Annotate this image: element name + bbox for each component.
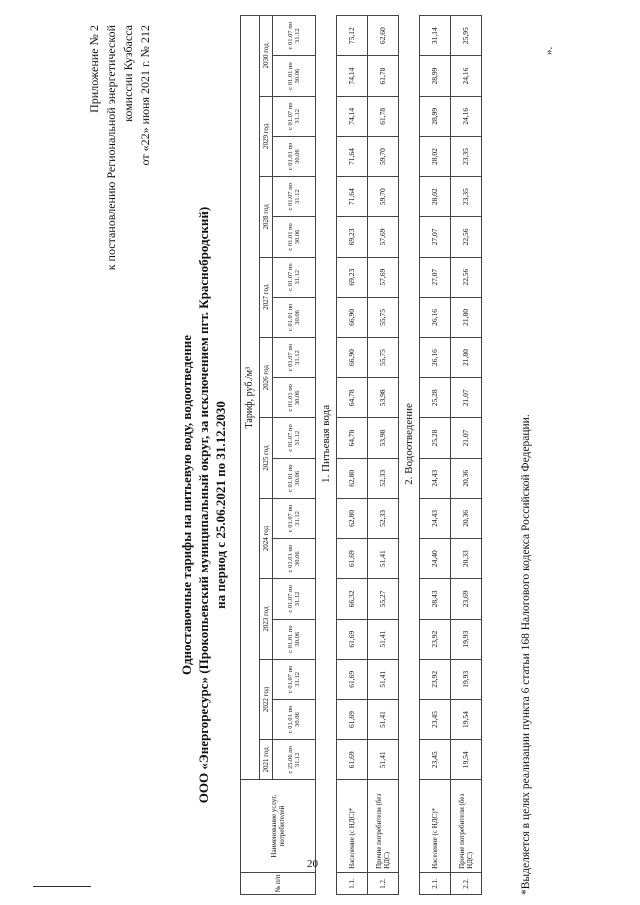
tariff-value: 26,16 [420, 337, 451, 377]
tariff-value: 19,93 [451, 659, 482, 699]
period-header: с 01.07 по 31.12 [273, 498, 316, 538]
period-header: с 01.01 по 30.06 [273, 699, 316, 739]
tariff-value: 23,92 [420, 619, 451, 659]
tariff-value: 27,07 [420, 217, 451, 257]
tariff-value: 62,80 [337, 458, 368, 498]
year-header: 2025 год [260, 418, 273, 498]
row-number: 2.2. [451, 872, 482, 894]
tariff-value: 61,78 [368, 56, 399, 96]
tariff-value: 57,69 [368, 257, 399, 297]
tariff-value: 66,32 [337, 579, 368, 619]
tariff-table [240, 15, 482, 895]
row-name: Прочие потребители (без НДС) [368, 780, 399, 873]
period-header: с 01.01 по 30.06 [273, 56, 316, 96]
tariff-value: 66,90 [337, 297, 368, 337]
title-line: на период с 25.06.2021 по 31.12.2030 [213, 401, 228, 609]
section-spacer [399, 872, 420, 894]
section-spacer [316, 872, 337, 894]
tariff-value: 20,36 [451, 498, 482, 538]
tariff-value: 61,69 [337, 539, 368, 579]
period-header: с 01.01 по 30.06 [273, 217, 316, 257]
tariff-value: 55,27 [368, 579, 399, 619]
tariff-value: 24,16 [451, 56, 482, 96]
period-header: с 01.07 по 31.12 [273, 659, 316, 699]
tariff-value: 24,16 [451, 96, 482, 136]
col-header-tariff: Тариф, руб./м³ [241, 16, 260, 780]
tariff-value: 25,95 [451, 16, 482, 56]
period-header: с 01.07 по 31.12 [273, 418, 316, 458]
tariff-value: 52,33 [368, 498, 399, 538]
tariff-value: 62,80 [337, 498, 368, 538]
section-title: 1. Питьевая вода [316, 16, 337, 873]
tariff-value: 20,36 [451, 458, 482, 498]
tariff-value: 69,23 [337, 217, 368, 257]
row-name: Население (с НДС)* [420, 780, 451, 873]
tariff-value: 61,78 [368, 96, 399, 136]
tariff-value: 25,28 [420, 378, 451, 418]
tariff-value: 64,78 [337, 418, 368, 458]
table-row [368, 16, 399, 895]
tariff-value: 21,80 [451, 337, 482, 377]
tariff-value: 51,41 [368, 659, 399, 699]
tariff-value: 21,80 [451, 297, 482, 337]
tariff-value: 64,78 [337, 378, 368, 418]
col-header-num: № п/п [241, 872, 316, 894]
tariff-value: 61,69 [337, 659, 368, 699]
tariff-value: 23,45 [420, 699, 451, 739]
year-header: 2023 год [260, 579, 273, 659]
tariff-value: 53,98 [368, 418, 399, 458]
tariff-value: 75,12 [337, 16, 368, 56]
tariff-value: 23,92 [420, 659, 451, 699]
tariff-value: 61,69 [337, 619, 368, 659]
tariff-value: 22,56 [451, 257, 482, 297]
period-header: с 01.01 по 30.06 [273, 458, 316, 498]
year-header: 2022 год [260, 659, 273, 739]
tariff-value: 24,43 [420, 498, 451, 538]
tariff-value: 19,54 [451, 699, 482, 739]
table-row [420, 16, 451, 895]
tariff-value: 28,02 [420, 136, 451, 176]
title-line: Одноставочные тарифы на питьевую воду, водоотведение [179, 335, 194, 675]
row-name: Население (с НДС)* [337, 780, 368, 873]
appendix-line: комиссии Кузбасса [121, 25, 135, 122]
tariff-value: 59,70 [368, 136, 399, 176]
tariff-value: 53,98 [368, 378, 399, 418]
year-header: 2029 год [260, 96, 273, 176]
tariff-value: 52,33 [368, 458, 399, 498]
period-header: с 01.07 по 31.12 [273, 96, 316, 136]
tariff-value: 61,69 [337, 740, 368, 780]
tariff-value: 62,60 [368, 16, 399, 56]
tariff-value: 55,75 [368, 297, 399, 337]
tariff-value: 27,07 [420, 257, 451, 297]
period-header: с 01.07 по 31.12 [273, 337, 316, 377]
appendix-line: к постановлению Региональной энергетической [104, 25, 118, 271]
row-name: Прочие потребители (без НДС) [451, 780, 482, 873]
period-header: с 25.06 по 31.12 [273, 740, 316, 780]
tariff-value: 24,40 [420, 539, 451, 579]
closing-mark: ». [543, 46, 555, 55]
tariff-value: 59,70 [368, 177, 399, 217]
period-header: с 01.01 по 30.06 [273, 539, 316, 579]
tariff-value: 23,69 [451, 579, 482, 619]
tariff-value: 25,28 [420, 418, 451, 458]
period-header: с 01.07 по 31.12 [273, 579, 316, 619]
tariff-value: 23,35 [451, 177, 482, 217]
tariff-value: 55,75 [368, 337, 399, 377]
tariff-value: 23,35 [451, 136, 482, 176]
tariff-value: 28,99 [420, 56, 451, 96]
tariff-value: 69,23 [337, 257, 368, 297]
tariff-value: 61,69 [337, 699, 368, 739]
section-title: 2. Водоотведение [399, 16, 420, 873]
tariff-value: 19,93 [451, 619, 482, 659]
period-header: с 01.01 по 30.06 [273, 136, 316, 176]
tariff-value: 23,45 [420, 740, 451, 780]
table-row [451, 16, 482, 895]
tariff-value: 21,07 [451, 418, 482, 458]
period-header: с 01.01 по 30.06 [273, 619, 316, 659]
appendix-block [86, 25, 154, 285]
tariff-value: 20,33 [451, 539, 482, 579]
document-title [178, 185, 229, 825]
tariff-value: 22,56 [451, 217, 482, 257]
year-header: 2027 год [260, 257, 273, 337]
tariff-value: 24,43 [420, 458, 451, 498]
tariff-value: 28,99 [420, 96, 451, 136]
period-header: с 01.07 по 31.12 [273, 177, 316, 217]
appendix-line: от «22» июня 2021 г. № 212 [138, 25, 152, 166]
period-header: с 01.07 по 31.12 [273, 16, 316, 56]
row-number: 1.1. [337, 872, 368, 894]
tariff-value: 51,41 [368, 699, 399, 739]
year-header: 2030 год [260, 16, 273, 97]
tariff-value: 19,54 [451, 740, 482, 780]
year-header: 2028 год [260, 177, 273, 257]
period-header: с 01.01 по 30.06 [273, 378, 316, 418]
tariff-value: 21,07 [451, 378, 482, 418]
tariff-value: 26,16 [420, 297, 451, 337]
tariff-value: 66,90 [337, 337, 368, 377]
year-header: 2021 год [260, 740, 273, 780]
row-number: 2.1. [420, 872, 451, 894]
table-row [337, 16, 368, 895]
tariff-value: 71,64 [337, 136, 368, 176]
tariff-value: 28,02 [420, 177, 451, 217]
footnote: *Выделяется в целях реализации пункта 6 статьи 168 Налогового кодекса Российской Федерации. [520, 414, 532, 895]
tariff-value: 28,43 [420, 579, 451, 619]
year-header: 2026 год [260, 337, 273, 417]
tariff-value: 51,41 [368, 740, 399, 780]
tariff-value: 74,14 [337, 96, 368, 136]
tariff-value: 57,69 [368, 217, 399, 257]
tariff-value: 51,41 [368, 539, 399, 579]
col-header-name: Наименование услуг, потребителей [241, 780, 316, 873]
period-header: с 01.01 по 30.06 [273, 297, 316, 337]
tariff-value: 31,14 [420, 16, 451, 56]
row-number: 1.2. [368, 872, 399, 894]
year-header: 2024 год [260, 498, 273, 578]
tariff-value: 71,64 [337, 177, 368, 217]
period-header: с 01.07 по 31.12 [273, 257, 316, 297]
tariff-value: 51,41 [368, 619, 399, 659]
tariff-value: 74,14 [337, 56, 368, 96]
appendix-line: Приложение № 2 [87, 25, 101, 113]
page-number: 20 [307, 858, 318, 870]
title-line: ООО «Энергоресурс» (Прокопьевский муниципальный округ, за исключением пгт. Краснобродский) [196, 206, 211, 804]
